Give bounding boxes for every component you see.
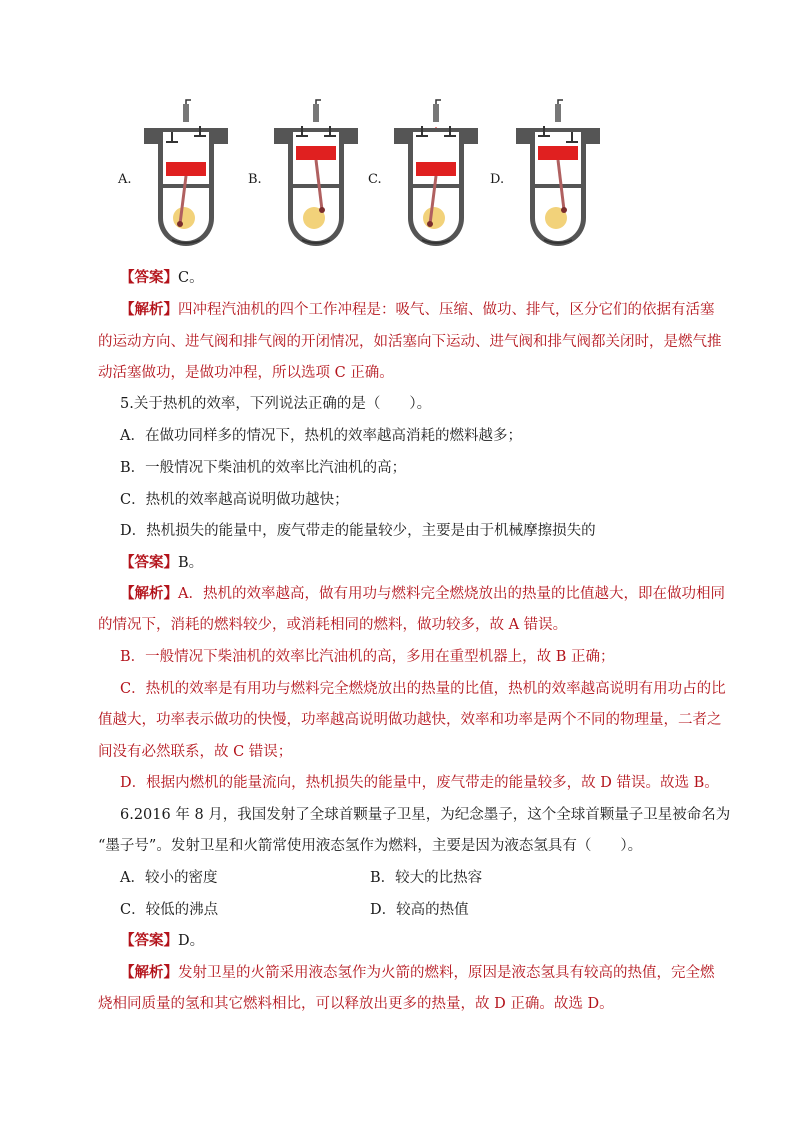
q6-analysis-line-1 xyxy=(120,963,715,983)
engine-option-a xyxy=(118,98,238,258)
q5-option-d: D．热机损失的能量中，废气带走的能量较少，主要是由于机械摩擦损失的 xyxy=(120,523,596,539)
engine-option-c xyxy=(368,98,488,258)
engine-diagram xyxy=(508,98,608,258)
q5-analysis-line-6: 间没有必然联系，故 C 错误； xyxy=(98,744,293,760)
q5-analysis-line-2: 的情况下，消耗的燃料较少，或消耗相同的燃料，做功较多，故 A 错误。 xyxy=(98,617,568,633)
q5-option-c: C．热机的效率越高说明做功越快； xyxy=(120,492,349,508)
engine-option-label: B. xyxy=(248,172,262,187)
analysis-tag: 【解析】 xyxy=(120,301,178,318)
q6-answer xyxy=(120,931,204,951)
q5-option-b: B．一般情况下柴油机的效率比汽油机的高； xyxy=(120,460,407,476)
crank-pin xyxy=(561,207,567,213)
spark-plug xyxy=(433,104,439,122)
engine-option-label: C. xyxy=(368,172,382,187)
q5-analysis-line-7: D．根据内燃机的能量流向，热机损失的能量中，废气带走的能量较多，故 D 错误。故选 B。 xyxy=(120,775,719,791)
engine-diagram xyxy=(266,98,366,258)
analysis-text: 发射卫星的火箭采用液态氢作为火箭的燃料，原因是液态氢具有较高的热值，完全燃 xyxy=(178,965,715,981)
answer-tag: 【答案】 xyxy=(120,554,178,571)
crank-pin xyxy=(427,221,433,227)
spark-plug xyxy=(183,104,189,122)
engine-stroke-figure xyxy=(118,98,618,258)
q6-stem-line-1: 6.2016 年 8 月，我国发射了全球首颗量子卫星，为纪念墨子，这个全球首颗量子卫星被命名为 xyxy=(120,807,731,823)
q4-analysis-line-2: 的运动方向、进气阀和排气阀的开闭情况，如活塞向下运动、进气阀和排气阀都关闭时，是燃气推 xyxy=(98,334,722,350)
q6-option-a: A．较小的密度 xyxy=(120,870,218,886)
q6-stem-line-2: “墨子号”。发射卫星和火箭常使用液态氢作为燃料，主要是因为液态氢具有（ ）。 xyxy=(98,838,643,854)
piston xyxy=(166,162,206,176)
q6-option-d: D．较高的热值 xyxy=(370,902,469,918)
analysis-tag: 【解析】 xyxy=(120,964,178,981)
answer-value: C。 xyxy=(178,270,204,286)
piston xyxy=(538,146,578,160)
spark-plug-wire xyxy=(436,100,441,104)
engine-option-label: A. xyxy=(118,172,132,187)
answer-value: B。 xyxy=(178,555,204,571)
analysis-text: 四冲程汽油机的四个工作冲程是：吸气、压缩、做功、排气，区分它们的依据有活塞 xyxy=(178,302,715,318)
answer-tag: 【答案】 xyxy=(120,932,178,949)
q5-option-a: A．在做功同样多的情况下，热机的效率越高消耗的燃料越多； xyxy=(120,428,522,444)
q6-option-b: B．较大的比热容 xyxy=(370,870,483,886)
q5-analysis-line-4: C．热机的效率是有用功与燃料完全燃烧放出的热量的比值，热机的效率越高说明有用功占的比 xyxy=(120,681,726,697)
crank-pin xyxy=(177,221,183,227)
crank-wheel xyxy=(173,207,195,229)
engine-option-d xyxy=(490,98,610,258)
q4-analysis-line-1 xyxy=(120,300,715,320)
spark-plug-wire xyxy=(316,100,321,104)
spark-plug-wire xyxy=(186,100,191,104)
q4-answer xyxy=(120,268,204,288)
q4-analysis-line-3: 动活塞做功，是做功冲程，所以选项 C 正确。 xyxy=(98,365,394,381)
q5-answer xyxy=(120,553,203,573)
crank-wheel xyxy=(423,207,445,229)
q5-analysis-line-3: B．一般情况下柴油机的效率比汽油机的高，多用在重型机器上，故 B 正确； xyxy=(120,649,615,665)
piston xyxy=(296,146,336,160)
q6-analysis-line-2: 烧相同质量的氢和其它燃料相比，可以释放出更多的热量，故 D 正确。故选 D。 xyxy=(98,996,614,1012)
spark-plug-wire xyxy=(558,100,563,104)
piston xyxy=(416,162,456,176)
q5-analysis-line-1 xyxy=(120,584,725,604)
spark-plug xyxy=(555,104,561,122)
answer-value: D。 xyxy=(178,933,205,949)
analysis-tag: 【解析】 xyxy=(120,585,178,602)
answer-tag: 【答案】 xyxy=(120,269,178,286)
engine-diagram xyxy=(136,98,236,258)
q5-analysis-line-5: 值越大，功率表示做功的快慢，功率越高说明做功越快，效率和功率是两个不同的物理量，二者之 xyxy=(98,712,722,728)
engine-option-label: D. xyxy=(490,172,505,187)
analysis-text: A．热机的效率越高，做有用功与燃料完全燃烧放出的热量的比值越大，即在做功相同 xyxy=(178,586,725,602)
spark-plug xyxy=(313,104,319,122)
q5-stem: 5.关于热机的效率，下列说法正确的是（ ）。 xyxy=(120,396,432,412)
engine-diagram xyxy=(386,98,486,258)
engine-option-b xyxy=(248,98,368,258)
q6-option-c: C．较低的沸点 xyxy=(120,902,219,918)
crank-pin xyxy=(319,207,325,213)
